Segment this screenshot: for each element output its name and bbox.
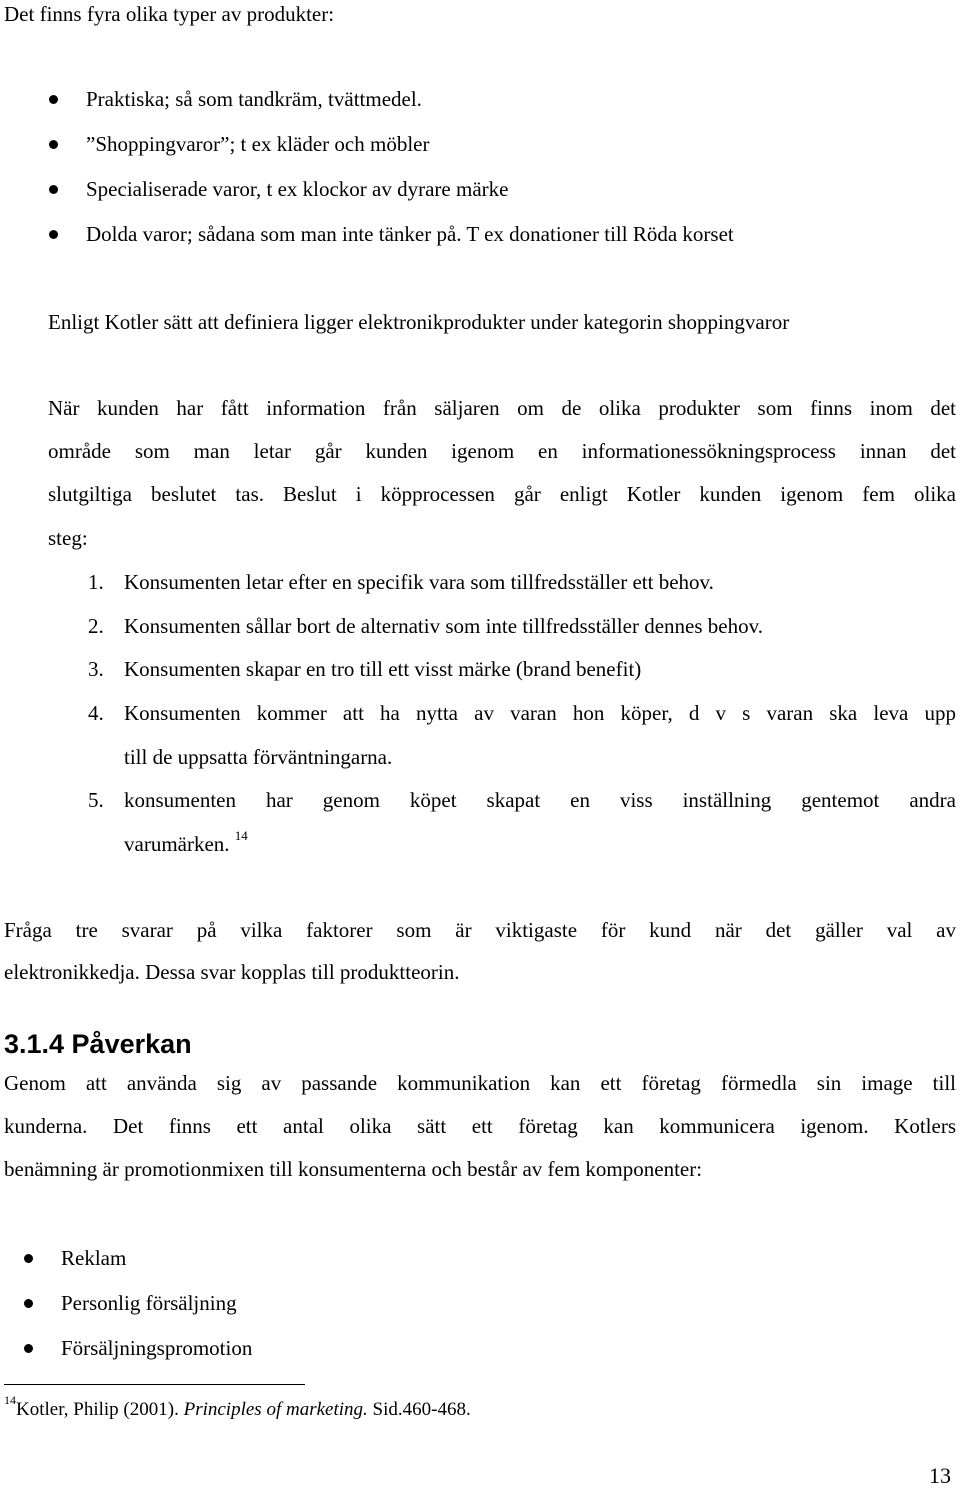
- footnote-pages: Sid.460-468.: [367, 1399, 471, 1420]
- step-text: Konsumenten skapar en tro till ett visst märke (brand benefit): [124, 657, 642, 681]
- step-text-continued: till de uppsatta förväntningarna.: [124, 745, 393, 769]
- bullet-icon: [49, 185, 58, 194]
- step-number: 5.: [88, 788, 104, 812]
- step-number: 3.: [88, 657, 104, 681]
- bullet-icon: [24, 1344, 33, 1353]
- paragraph-line: benämning är promotionmixen till konsumenterna och består av fem komponenter:: [4, 1157, 703, 1181]
- footnote-number: 14: [4, 1393, 16, 1407]
- paragraph-line: Fråga tre svarar på vilka faktorer som är viktigaste för kund när det gäller val av: [4, 918, 956, 942]
- paragraph-line: elektronikkedja. Dessa svar kopplas till produktteorin.: [4, 960, 460, 984]
- paragraph-line: steg:: [48, 526, 88, 550]
- paragraph-line: Genom att använda sig av passande kommunikation kan ett företag förmedla sin image till: [4, 1071, 956, 1095]
- footnote: [4, 1393, 471, 1420]
- list-item: Försäljningspromotion: [61, 1336, 253, 1360]
- paragraph-line: område som man letar går kunden igenom en informationessökningsprocess innan det: [48, 439, 956, 463]
- bullet-icon: [24, 1299, 33, 1308]
- intro-text: Det finns fyra olika typer av produkter:: [4, 2, 335, 26]
- bullet-icon: [24, 1254, 33, 1263]
- kotler-paragraph: Enligt Kotler sätt att definiera ligger elektronikprodukter under kategorin shoppingvaror: [48, 310, 790, 334]
- step-text-end: varumärken.: [124, 832, 230, 856]
- step-number: 4.: [88, 701, 104, 725]
- list-item: Dolda varor; sådana som man inte tänker på. T ex donationer till Röda korset: [86, 222, 734, 246]
- footnote-reference: 14: [234, 828, 248, 843]
- paragraph-line: kunderna. Det finns ett antal olika sätt ett företag kan kommunicera igenom. Kotlers: [4, 1114, 956, 1138]
- bullet-icon: [49, 140, 58, 149]
- step-text-continued: [124, 828, 248, 856]
- list-item: Praktiska; så som tandkräm, tvättmedel.: [86, 87, 422, 111]
- step-text: Konsumenten kommer att ha nytta av varan hon köper, d v s varan ska leva upp: [124, 701, 956, 725]
- footnote-title: Principles of marketing.: [183, 1399, 368, 1420]
- page-number: 13: [929, 1463, 951, 1488]
- step-text: Konsumenten letar efter en specifik vara som tillfredsställer ett behov.: [124, 570, 714, 594]
- section-heading: 3.1.4 Påverkan: [4, 1029, 192, 1059]
- list-item: Reklam: [61, 1246, 127, 1270]
- bullet-icon: [49, 230, 58, 239]
- step-number: 1.: [88, 570, 104, 594]
- paragraph-line: slutgiltiga beslutet tas. Beslut i köpprocessen går enligt Kotler kunden igenom fem olika: [48, 482, 956, 506]
- footnote-author: Kotler, Philip (2001).: [16, 1399, 184, 1420]
- list-item: ”Shoppingvaror”; t ex kläder och möbler: [86, 132, 430, 156]
- list-item: Personlig försäljning: [61, 1291, 237, 1315]
- step-number: 2.: [88, 614, 104, 638]
- step-text: konsumenten har genom köpet skapat en viss inställning gentemot andra: [124, 788, 956, 812]
- paragraph-line: När kunden har fått information från säljaren om de olika produkter som finns inom det: [48, 396, 956, 420]
- bullet-icon: [49, 95, 58, 104]
- step-text: Konsumenten sållar bort de alternativ som inte tillfredsställer dennes behov.: [124, 614, 763, 638]
- footnote-divider: [4, 1384, 305, 1385]
- list-item: Specialiserade varor, t ex klockor av dyrare märke: [86, 177, 509, 201]
